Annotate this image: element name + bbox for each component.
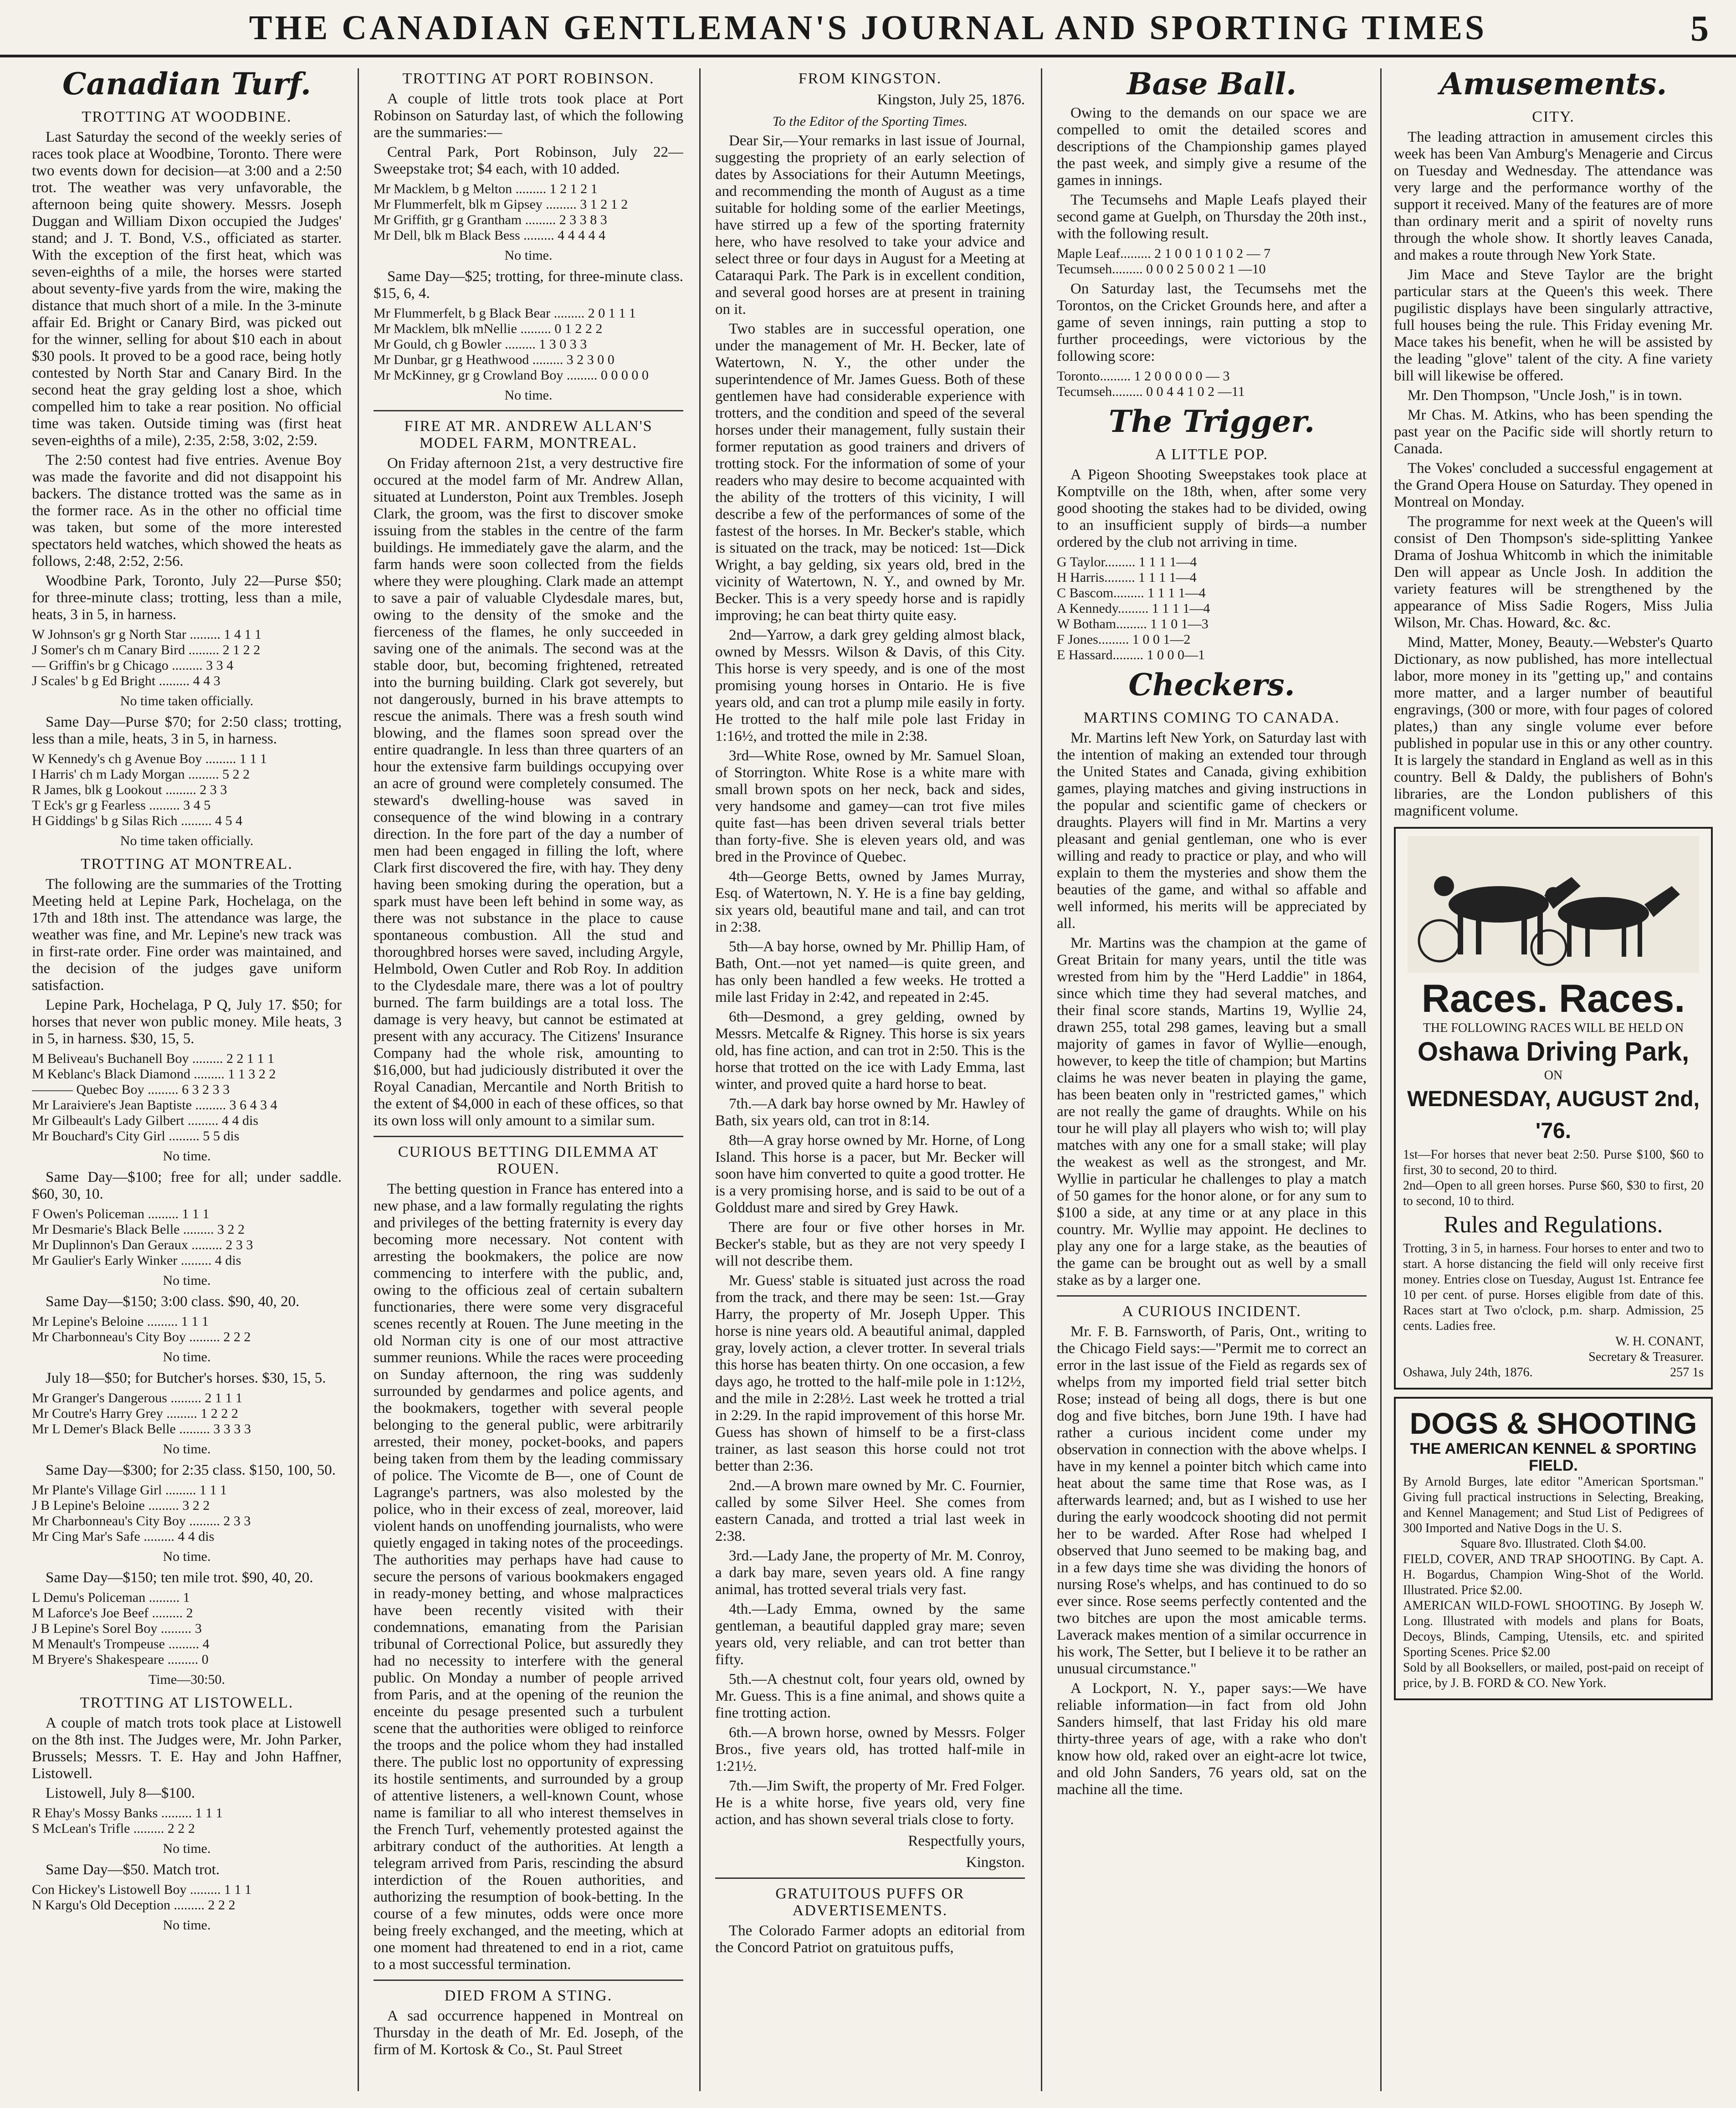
result-line: W Kennedy's ch g Avenue Boy ......... 1 1 1 (32, 751, 267, 766)
article-paragraph: Owing to the demands on our space we are compelled to omit the detailed scores and descriptions of the Championship games played the past week, and simply give a resume of the games in innings. (1057, 105, 1367, 189)
score-line: Tecumseh......... 0 0 0 2 5 0 0 2 1 —10 (1057, 262, 1266, 277)
article-headline: GRATUITOUS PUFFS OR ADVERTISEMENTS. (775, 1885, 965, 1919)
page-number: 5 (1690, 9, 1709, 49)
result-line: Mr Dunbar, gr g Heathwood ......... 3 2 3 0 0 (374, 352, 615, 367)
article-paragraph: 7th.—A dark bay horse owned by Mr. Hawley of Bath, six years old, can trot in 8:14. (715, 1096, 1025, 1129)
column-rule (699, 68, 701, 2091)
divider (715, 1877, 1025, 1879)
closing: Respectfully yours, (908, 1833, 1025, 1849)
ad-rules-text: Trotting, 3 in 5, in harness. Four horses to enter and two to start. A horse distancing the field will only receive first money. Entries close on Tuesday, August 1st. Entrance fee 10 per cent. of purse. Horses eligible from date of this. Races start at Two o'clock, p.m. sharp. Admission, 25 cents. Ladies free. (1403, 1241, 1704, 1333)
divider (374, 1136, 683, 1137)
race-results (32, 1482, 342, 1544)
score-table (1057, 369, 1367, 400)
article-headline: A CURIOUS INCIDENT. (1122, 1303, 1301, 1320)
result-line: Mr L Demer's Black Belle ......... 3 3 3 3 (32, 1421, 251, 1436)
article-paragraph: A Pigeon Shooting Sweepstakes took place at Komptville on the 18th, when, after some very good shooting the stakes had to be divided, owing to an insufficient supply of birds—a number ordered by the club not arriving in time. (1057, 467, 1367, 550)
result-line: Mr Desmarie's Black Belle ......... 3 2 2 (32, 1222, 245, 1237)
ad-headline: DOGS & SHOOTING (1409, 1406, 1697, 1440)
article-paragraph: Mr. F. B. Farnsworth, of Paris, Ont., writing to the Chicago Field says:—"Permit me to correct an error in the last issue of the Field as regards sex of whelps from my imported field trial setter bitch Rose; instead of being all dogs, there is but one dog and five bitches, born June 19th. I have had rather a curious incident come under my observation in connection with the above whelps. I have in my kennel a pointer bitch which came into heat about the same time that Rose was, as I afterwards learned; and, but as I wished to use her during the early woodcock shooting did not permit her to be warded. After Rose had whelped I observed that Juno seemed to be making bag, and in a few days time she was dividing the honors of nursing Rose's whelps, and has continued to do so ever since. Rose seems perfectly contented and the two bitches are upon the most amicable terms. Laverack makes mention of a similar occurrence in his work, The Setter, but I believe it to be rather an unusual circumstance." (1057, 1323, 1367, 1677)
masthead (0, 0, 1736, 57)
score-line: Maple Leaf......... 2 1 0 0 1 0 1 0 2 — 7 (1057, 246, 1271, 261)
section-title-checkers: Checkers. (1128, 667, 1295, 703)
ad-subline: THE FOLLOWING RACES WILL BE HELD ON (1423, 1021, 1684, 1035)
ad-signer: W. H. CONANT, (1615, 1334, 1704, 1349)
result-line: T Eck's gr g Fearless ......... 3 4 5 (32, 798, 211, 813)
article-paragraph: Mr. Martins left New York, on Saturday last with the intention of making an extended tour through the United States and Canada, giving exhibition games, playing matches and giving instructions in the popular and scientific game of checkers or draughts. Players will find in Mr. Martins a very pleasant and genial gentleman, one who is ever willing and ready to practice or play, and who will explain to them the mysteries and show them the beauties of the game, and withal so affable and well informed, his merits will be appreciated by all. (1057, 730, 1367, 932)
race-conditions: Same Day—$300; for 2:35 class. $150, 100, 50. (46, 1462, 336, 1478)
score-table (1057, 246, 1367, 277)
column-1 (32, 64, 342, 2100)
time-note: No time. (163, 1841, 211, 1856)
score-line: W Botham......... 1 1 0 1—3 (1057, 616, 1209, 631)
result-line: N Kargu's Old Deception ......... 2 2 2 (32, 1898, 236, 1913)
article-paragraph: Last Saturday the second of the weekly series of races took place at Woodbine, Toronto. There were two events down for decision—at 3:00 and a 2:50 trot. The weather was very unfavorable, the afternoon being quite showery. Messrs. Joseph Duggan and William Dixon occupied the Judges' stand; and J. T. Bond, V.S., officiated as starter. With the exception of the first heat, which was seven-eighths of a mile, the horses were started about seventy-five yards from the wire, making the distance that much short of a mile. In the 3-minute affair Ed. Bright or Canary Bird, was picked out for the winner, selling for about $10 each in about $30 pools. It proved to be a good race, being hotly contested by North Star and Canary Bird. In the second heat the gray gelding lost a shoe, which compelled him to take a rear position. No official time was taken. Outside timing was (first heat seven-eighths of a mile), 2:35, 2:58, 3:02, 2:59. (32, 129, 342, 449)
article-paragraph: A couple of little trots took place at Port Robinson on Saturday last, of which the following are the summaries:— (374, 91, 683, 141)
article-paragraph: The Vokes' concluded a successful engagement at the Grand Opera House on Saturday. They opened in Montreal on Monday. (1394, 460, 1713, 510)
score-line: Toronto......... 1 2 0 0 0 0 0 — 3 (1057, 369, 1230, 384)
ad-book-2: FIELD, COVER, AND TRAP SHOOTING. By Capt. A. H. Bogardus, Champion Wing-Shot of the World. Illustrated. Price $2.00. (1403, 1552, 1704, 1597)
result-line: R Ehay's Mossy Banks ......... 1 1 1 (32, 1805, 223, 1821)
article-paragraph: Mr. Guess' stable is situated just across the road from the track, and there may be seen: 1st.—Gray Harry, the property of Mr. Joseph Upper. This horse is nine years old. A beautiful animal, dappled gray, lovely action, a clever trotter. In several trials this horse has beaten thirty. On one occasion, a few days ago, he trotted to the half-mile pole in 1:12½, and the mile in 2:28½. Last week he trotted a trial in 2:29. In the rapid improvement of this horse Mr. Guess has shown of himself to be a first-class trainer, as last season this horse could not trot better than 2:36. (715, 1272, 1025, 1474)
article-paragraph: Dear Sir,—Your remarks in last issue of Journal, suggesting the propriety of an early selection of dates by Associations for their Autumn Meetings, and recommending the month of August as a time suitable for holding some of the earlier Meetings, have stirred up a few of the sporting fraternity here, who have resolved to take your advice and select three or four days in August for a Meeting at Cataraqui Park. The Park is in excellent condition, and several good horses are at present in training on it. (715, 133, 1025, 318)
section-title-base-ball: Base Ball. (1127, 66, 1297, 102)
ad-signer-role: Secretary & Treasurer. (1588, 1350, 1704, 1364)
newspaper-title: THE CANADIAN GENTLEMAN'S JOURNAL AND SPORTING TIMES (249, 9, 1487, 47)
article-headline: TROTTING AT WOODBINE. (82, 108, 292, 125)
article-headline: MARTINS COMING TO CANADA. (1083, 709, 1340, 726)
race-results (32, 1590, 342, 1667)
race-results (32, 627, 342, 689)
article-paragraph: 4th.—Lady Emma, owned by the same gentleman, a beautiful dappled gray mare; seven years old, very reliable, and can trot better than fifty. (715, 1601, 1025, 1668)
article-paragraph: The leading attraction in amusement circles this week has been Van Amburg's Menagerie and Circus on Tuesday and Wednesday. The attendance was very large and the performance worthy of the support it received. Many of the features are of more than ordinary merit and a spirit of novelty runs through the whole show. It shortly leaves Canada, and makes a route through New York State. (1394, 129, 1713, 263)
article-headline: FIRE AT MR. ANDREW ALLAN'S MODEL FARM, MONTREAL. (404, 418, 653, 451)
result-line: Mr Dell, blk m Black Bess ......... 4 4 4 4 4 (374, 228, 606, 243)
ad-reference: 257 1s (1670, 1365, 1704, 1380)
column-5 (1394, 64, 1713, 2100)
score-line: A Kennedy......... 1 1 1 1—4 (1057, 601, 1210, 616)
article-headline: A LITTLE POP. (1155, 446, 1268, 463)
race-conditions: Same Day—$150; 3:00 class. $90, 40, 20. (46, 1293, 300, 1310)
result-line: Mr Macklem, b g Melton ......... 1 2 1 2 1 (374, 181, 598, 196)
ad-dated (1403, 1365, 1704, 1380)
article-paragraph: 2nd—Yarrow, a dark grey gelding almost black, owned by Messrs. Wilson & Davis, of this City. This horse is very speedy, and is one of the most promising young horses in Ontario. He is five years old, and can trot a plump mile easily in forty. He trotted to the half mile pole last Friday in 1:16½, and trotted the mile in 2:38. (715, 627, 1025, 744)
time-note: No time. (163, 1149, 211, 1164)
article-paragraph: On Friday afternoon 21st, a very destructive fire occured at the model farm of Mr. Andrew Allan, situated at Lunderston, Point aux Trembles. Joseph Clark, the groom, was the first to discover smoke issuing from the stables in the centre of the farm buildings. He immediately gave the alarm, and the farm hands were soon collected from the fields where they were ploughing. Clark made an attempt to save a pair of valuable Clydesdale mares, but, owing to the density of the smoke and the fierceness of the flames, he only succeeded in saving one of the animals. The second was at the stable door, but, becoming frightened, retreated into the burning building. Clark got severely, but not dangerously, burned in his brave attempts to rescue the animals. There was a fresh south wind blowing, and the flames soon spread over the entire quadrangle. In less than three quarters of an hour the extensive farm buildings occupying over an acre of ground were completely consumed. The steward's dwelling-house was saved in consequence of the wind blowing in a contrary direction. In the fore part of the day a number of men had been engaged in filling the loft, where Clark first discovered the fire, with hay. They deny having been smoking during the operation, but a spark must have been left behind in some way, as there was not substance in the place to cause spontaneous combustion. All the stud and thoroughbred horses were saved, including Argyle, Helmbold, Owen Cutler and Rob Roy. In addition to the Clydesdale mare, there was a lot of poultry burned. The farm buildings are a total loss. The damage is very heavy, but cannot be estimated at present with any accuracy. The Citizens' Insurance Company had the whole risk, amounting to $16,000, but had judiciously distributed it over the Royal Canadian, Mercantile and North British to the extent of $4,000 in each of these offices, so that its own loss will only amount to a similar sum. (374, 455, 683, 1129)
score-line: E Hassard......... 1 0 0 0—1 (1057, 647, 1205, 662)
divider (374, 1980, 683, 1981)
result-line: R James, blk g Lookout ......... 2 3 3 (32, 782, 227, 797)
article-paragraph: Mind, Matter, Money, Beauty.—Webster's Quarto Dictionary, as now published, has more intellectual labor, more money in its "getting up," and contains more matter, and a larger number of beautiful engravings, (300 or more, with four pages of colored plates,) than any single volume ever before published in popular use in this or any other country. It is largely the standard in England as well as in this country. Bell & Daldy, the publishers of Bohn's libraries, are the London publishers of this magnificent volume. (1394, 634, 1713, 819)
race-conditions: Same Day—$150; ten mile trot. $90, 40, 20. (46, 1569, 313, 1586)
dogs-shooting-advertisement (1394, 1397, 1713, 1700)
time-note: Time—30:50. (148, 1672, 225, 1687)
ad-race-2: 2nd—Open to all green horses. Purse $60, $30 to first, 20 to second, 10 to third. (1403, 1179, 1704, 1208)
article-paragraph: 8th—A gray horse owned by Mr. Horne, of Long Island. This horse is a pacer, but Mr. Becker will soon have him converted to quite a good trotter. He is a very promising horse, and is said to be out of a Golddust mare and sired by Grey Hawk. (715, 1132, 1025, 1216)
race-conditions: Listowell, July 8—$100. (46, 1785, 195, 1801)
result-line: Mr Charbonneau's City Boy ......... 2 3 3 (32, 1513, 251, 1528)
divider (374, 410, 683, 411)
race-conditions: Same Day—$25; trotting, for three-minute class. $15, 6, 4. (374, 268, 683, 302)
section-title-canadian-turf: Canadian Turf. (62, 66, 311, 102)
score-line: F Jones......... 1 0 0 1—2 (1057, 632, 1191, 647)
shooting-scores (1057, 554, 1367, 663)
ad-venue: Oshawa Driving Park, (1417, 1037, 1690, 1067)
races-advertisement (1394, 827, 1713, 1390)
ad-on: ON (1544, 1068, 1563, 1082)
ad-date-line: Oshawa, July 24th, 1876. (1403, 1365, 1533, 1380)
result-line: I Harris' ch m Lady Morgan ......... 5 2 2 (32, 767, 250, 782)
article-paragraph: A Lockport, N. Y., paper says:—We have reliable information—in fact from old John Sanders himself, that last Friday his old mare thirty-three years of age, with a rake who don't know how old, raked over an eight-acre lot twice, and old John Sanders, 76 years old, sat on the machine all the time. (1057, 1680, 1367, 1798)
article-headline: TROTTING AT MONTREAL. (81, 856, 293, 872)
column-2 (374, 64, 683, 2100)
article-paragraph: 3rd—White Rose, owned by Mr. Samuel Sloan, of Storrington. White Rose is a white mare with small brown spots on her neck, back and sides, very handsome and gamey—can trot five miles quite fast—has been driven several trials better than forty-five. She is eleven years old, and was bred in the Province of Quebec. (715, 748, 1025, 865)
race-results (32, 1051, 342, 1144)
time-note: No time taken officially. (120, 833, 254, 848)
ad-headline: Races. Races. (1421, 977, 1685, 1021)
result-line: Mr Laraiviere's Jean Baptiste ......... 3 6 4 3 4 (32, 1098, 277, 1113)
article-paragraph: 6th—Desmond, a grey gelding, owned by Messrs. Metcalfe & Rigney. This horse is six years old, has fine action, and can trot in 2:50. This is the horse that trotted on the ice with Lady Emma, last winter, and proved quite a hard horse to beat. (715, 1009, 1025, 1092)
salutation: To the Editor of the Sporting Times. (772, 114, 968, 129)
column-rule (358, 68, 359, 2091)
race-results (32, 1390, 342, 1437)
article-paragraph: The Colorado Farmer adopts an editorial from the Concord Patriot on gratuitous puffs, (715, 1923, 1025, 1956)
result-line: Mr Plante's Village Girl ......... 1 1 1 (32, 1482, 227, 1498)
result-line: M Menault's Trompeuse ......... 4 (32, 1636, 210, 1652)
result-line: Mr Griffith, gr g Grantham ......... 2 3 3 8 3 (374, 212, 607, 227)
race-results (32, 1882, 342, 1913)
article-headline: TROTTING AT LISTOWELL. (80, 1694, 294, 1711)
sulky-race-illustration (1408, 836, 1699, 973)
race-conditions: Central Park, Port Robinson, July 22—Sweepstake trot; $4 each, with 10 added. (374, 144, 683, 177)
article-paragraph: A sad occurrence happened in Montreal on Thursday in the death of Mr. Ed. Joseph, of the firm of M. Kortosk & Co., St. Paul Street (374, 2008, 683, 2058)
result-line: Mr Flummerfelt, blk m Gipsey ......... 3 1 2 1 2 (374, 197, 628, 212)
result-line: Mr Bouchard's City Girl ......... 5 5 dis (32, 1128, 240, 1144)
result-line: Mr Cing Mar's Safe ......... 4 4 dis (32, 1529, 215, 1544)
race-conditions: July 18—$50; for Butcher's horses. $30, 15, 5. (46, 1370, 326, 1386)
result-line: Mr Lepine's Beloine ......... 1 1 1 (32, 1314, 209, 1329)
article-paragraph: There are four or five other horses in Mr. Becker's stable, but as they are not very speedy I will not describe them. (715, 1219, 1025, 1269)
article-headline: DIED FROM A STING. (444, 1987, 613, 2004)
article-paragraph: Mr. Martins was the champion at the game of Great Britain for many years, until the title was wrested from him by the "Herd Laddie" in 1864, since which time they had several matches, and their final score stands, Martins 19, Wyllie 24, drawn 255, total 298 games, leaving but a small majority of games in favor of Wyllie—enough, however, to keep the title of champion; but Martins claims he was never beaten in playing the game, has been beaten only in "restricted games," which are not really the game of draughts. While on his tour he will play all players who wish to; will play matches with any one for a small stake; will play the weakest as well as the strongest, and Mr. Wyllie in particular he challenges to play a match of 50 games for the honor alone, or for any sum to $100 a side, at any time or at any place in this country. Mr. Wyllie may appoint. He declines to play any one for a large stake, as the beauties of the game can be brought out as well by a small stake as by a larger one. (1057, 935, 1367, 1288)
result-line: L Demu's Policeman ......... 1 (32, 1590, 190, 1605)
result-line: J Somer's ch m Canary Bird ......... 2 1 2 2 (32, 642, 261, 657)
article-paragraph: The programme for next week at the Queen's will consist of Den Thompson's side-splitting Yankee Drama of Joshua Whitcomb in which the inimitable Den will appear as Uncle Josh. In addition the variety features will be strengthened by the appearance of Miss Sadie Rogers, Miss Julia Wilson, Mr. Chas. Howard, &c. &c. (1394, 513, 1713, 631)
score-line: H Harris......... 1 1 1 1—4 (1057, 570, 1197, 585)
result-line: W Johnson's gr g North Star ......... 1 4 1 1 (32, 627, 262, 642)
article-paragraph: Mr. Den Thompson, "Uncle Josh," is in town. (1408, 387, 1682, 404)
race-results (32, 1314, 342, 1345)
article-paragraph: 6th.—A brown horse, owned by Messrs. Folger Bros., five years old, has trotted half-mile in 1:21½. (715, 1724, 1025, 1775)
dateline: Kingston, July 25, 1876. (877, 92, 1025, 108)
subsection-heading: CITY. (1532, 108, 1575, 125)
time-note: No time. (163, 1349, 211, 1364)
race-results (32, 1805, 342, 1836)
divider (1057, 1295, 1367, 1297)
article-paragraph: 2nd.—A brown mare owned by Mr. C. Fournier, called by some Silver Heel. She comes from eastern Canada, and trotted a trial last week in 2:38. (715, 1477, 1025, 1544)
signature: Kingston. (966, 1854, 1025, 1871)
ad-book-title: THE AMERICAN KENNEL & SPORTING FIELD. (1410, 1440, 1697, 1474)
section-title-trigger: The Trigger. (1108, 404, 1315, 439)
result-line: — Griffin's br g Chicago ......... 3 3 4 (32, 658, 234, 673)
result-line: M Laforce's Joe Beef ......... 2 (32, 1605, 193, 1621)
race-results (32, 751, 342, 829)
result-line: Mr McKinney, gr g Crowland Boy ......... 0 0 0 0 0 (374, 368, 649, 383)
article-headline: FROM KINGSTON. (798, 70, 942, 87)
ad-footer: Sold by all Booksellers, or mailed, post-paid on receipt of price, by J. B. FORD & CO. New York. (1403, 1661, 1704, 1690)
result-line: Mr Gaulier's Early Winker ......... 4 dis (32, 1253, 241, 1268)
race-conditions: Same Day—$50. Match trot. (46, 1862, 220, 1878)
section-title-amusements: Amusements. (1439, 66, 1667, 102)
article-paragraph: A couple of match trots took place at Listowell on the 8th inst. The Judges were, Mr. John Parker, Brussels; Messrs. T. E. Hay and John Haffner, Listowell. (32, 1715, 342, 1782)
result-line: ——— Quebec Boy ......... 6 3 2 3 3 (32, 1082, 230, 1097)
result-line: Mr Gould, ch g Bowler ......... 1 3 0 3 3 (374, 337, 587, 352)
time-note: No time taken officially. (120, 693, 254, 708)
article-paragraph: The betting question in France has entered into a new phase, and a law formally regulating the rights and privileges of the betting fraternity is every day becoming more necessary. Not content with arresting the bookmakers, the police are now commencing to interfere with the public, and, owing to the officious zeal of certain subaltern functionaries, there were some very disgraceful scenes recently at Rouen. The June meeting in the old Norman city is one of our most attractive summer reunions. While the races were proceeding on Sunday afternoon, the ring was suddenly surrounded by gendarmes and police agents, and the bookmakers, together with several people belonging to the general public, were arbitrarily arrested, their money, pocket-books, and papers being taken from them by the leading commissary of police. The Vicomte de B—, one of Count de Lagrange's partners, was also molested by the police, who in their excess of zeal, moreover, laid violent hands on unoffending journalists, who were quietly engaged in taking notes of the proceedings. The authorities may perhaps have had cause to secure the persons of various bookmakers engaged in ready-money betting, and whose malpractices have been recently visited with their condemnations, emanating from the Parisian tribunal of Correctional Police, but assuredly they had no necessity to interfere with the general public. On Monday a number of people arrived from Paris, and at the opening of the reunion the enceinte du pesage presented such a turbulent scene that the authorities were obliged to reinforce the troops and the police whom they had installed there. The public lost no opportunity of expressing its hostile sentiments, and surrounded by a group of attentive listeners, a well-known Count, whose name is familiar to all who interest themselves in the French Turf, vehemently protested against the arbitrary conduct of the authorities. At length a telegram arrived from Paris, rescinding the absurd interdiction of the Rouen authorities, and authorizing the resumption of book-betting. In the course of a few minutes, odds were once more being freely exchanged, and the meeting, which at one moment had threatened to end in a riot, came to a most successful termination. (374, 1181, 683, 1973)
race-results (32, 1206, 342, 1268)
time-note: No time. (504, 388, 553, 403)
result-line: F Owen's Policeman ......... 1 1 1 (32, 1206, 210, 1221)
article-paragraph: 5th—A bay horse, owned by Mr. Phillip Ham, of Bath, Ont.—not yet named—is quite green, and has only been handled a few weeks. He trotted a mile last Friday in 2:42, and repeated in 2:45. (715, 939, 1025, 1005)
result-line: S McLean's Trifle ......... 2 2 2 (32, 1821, 195, 1836)
result-line: Mr Duplinnon's Dan Geraux ......... 2 3 3 (32, 1237, 253, 1252)
race-conditions: Same Day—Purse $70; for 2:50 class; trotting, less than a mile, heats, 3 in 5, in harness. (32, 714, 342, 747)
ad-book-3: AMERICAN WILD-FOWL SHOOTING. By Joseph W. Long. Illustrated with models and plans for Boats, Decoys, Blinds, Camping, Utensils, etc. and spirited Sporting Scenes. Price $2.00 (1403, 1599, 1704, 1659)
column-3 (715, 64, 1025, 2100)
score-line: C Bascom......... 1 1 1 1—4 (1057, 585, 1206, 600)
time-note: No time. (163, 1918, 211, 1933)
result-line: Mr Gilbeault's Lady Gilbert ......... 4 4 dis (32, 1113, 259, 1128)
article-paragraph: The Tecumsehs and Maple Leafs played their second game at Guelph, on Thursday the 20th inst., with the following result. (1057, 192, 1367, 242)
article-headline: CURIOUS BETTING DILEMMA AT ROUEN. (398, 1144, 659, 1177)
result-line: Con Hickey's Listowell Boy ......... 1 1 1 (32, 1882, 252, 1897)
race-conditions: Same Day—$100; free for all; under saddle. $60, 30, 10. (32, 1169, 342, 1202)
time-note: No time. (163, 1441, 211, 1457)
article-paragraph: Mr Chas. M. Atkins, who has been spending the past year on the Pacific side will shortly return to Canada. (1394, 407, 1713, 457)
result-line: Mr Flummerfelt, b g Black Bear ......... 2 0 1 1 1 (374, 306, 636, 321)
result-line: M Keblanc's Black Diamond ......... 1 1 3 2 2 (32, 1067, 276, 1082)
score-line: Tecumseh......... 0 0 4 4 1 0 2 —11 (1057, 384, 1245, 399)
time-note: No time. (163, 1273, 211, 1288)
time-note: No time. (163, 1549, 211, 1564)
ad-book-price: Square 8vo. Illustrated. Cloth $4.00. (1460, 1537, 1646, 1551)
ad-book-description: By Arnold Burges, late editor "American Sportsman." Giving full practical instructions in Selecting, Breaking, and Kennel Management; and Stud List of Pedigrees of 300 Imported and Native Dogs in the U. S. (1403, 1475, 1704, 1535)
article-paragraph: On Saturday last, the Tecumsehs met the Torontos, on the Cricket Grounds here, and after a game of seven innings, rain putting a stop to further proceedings, were victorious by the following score: (1057, 281, 1367, 364)
ad-date: WEDNESDAY, AUGUST 2nd, '76. (1407, 1087, 1700, 1143)
article-paragraph: The 2:50 contest had five entries. Avenue Boy was made the favorite and did not disappoint his backers. The distance trotted was the same as in the former race. As in the other no official time was taken, but some of the more interested spectators held watches, which showed the heats as follows, 2:48, 2:52, 2:56. (32, 452, 342, 569)
column-rule (1380, 68, 1382, 2091)
result-line: Mr Charbonneau's City Boy ......... 2 2 2 (32, 1329, 251, 1344)
article-paragraph: 3rd.—Lady Jane, the property of Mr. M. Conroy, a dark bay mare, seven years old. A fine rangy animal, has trotted several trials very fast. (715, 1548, 1025, 1598)
column-4 (1057, 64, 1367, 2100)
result-line: M Beliveau's Buchanell Boy ......... 2 2 1 1 1 (32, 1051, 275, 1066)
race-conditions: Lepine Park, Hochelaga, P Q, July 17. $50; for horses that never won public money. Mile heats, 3 in 5, in harness. $30, 15, 5. (32, 997, 342, 1047)
result-line: J Scales' b g Ed Bright ......... 4 4 3 (32, 673, 220, 688)
article-paragraph: 4th—George Betts, owned by James Murray, Esq. of Watertown, N. Y. He is a fine bay gelding, six years old, beautiful mane and tail, and can trot in 2:38. (715, 868, 1025, 935)
column-rule (1041, 68, 1042, 2091)
article-paragraph: Two stables are in successful operation, one under the management of Mr. H. Becker, late of Watertown, N. Y., the other under the superintendence of Mr. James Guess. Both of these gentlemen have had considerable experience with trotters, and the condition and speed of the several horses under their management, fully sustain their former reputation as good trainers and drivers of trotting stock. For the information of some of your readers who may desire to become acquainted with the ability of the trotters of this vicinity, I will describe a few of the performances of some of the fastest of the horses. In Mr. Becker's stable, which is situated on the track, may be noticed: 1st—Dick Wright, a bay gelding, six years old, bred in the vicinity of Watertown, N. Y., and owned by Mr. Becker. This is a very speedy horse and is rapidly improving; he can beat thirty quite easy. (715, 321, 1025, 624)
article-paragraph: 7th.—Jim Swift, the property of Mr. Fred Folger. He is a white horse, five years old, very fine action, and has shown several trials close to forty. (715, 1778, 1025, 1828)
article-paragraph: 5th.—A chestnut colt, four years old, owned by Mr. Guess. This is a fine animal, and shows quite a fine trotting action. (715, 1671, 1025, 1721)
time-note: No time. (504, 248, 553, 263)
article-paragraph: The following are the summaries of the Trotting Meeting held at Lepine Park, Hochelaga, on the 17th and 18th inst. The attendance was large, the weather was fine, and Mr. Lepine's new track was in first-rate order. Fine order was maintained, and the decision of the judges gave uniform satisfaction. (32, 876, 342, 994)
score-line: G Taylor......... 1 1 1 1—4 (1057, 554, 1197, 569)
result-line: J B Lepine's Sorel Boy ......... 3 (32, 1621, 202, 1636)
result-line: Mr Macklem, blk mNellie ......... 0 1 2 2 2 (374, 321, 603, 336)
result-line: Mr Coutre's Harry Grey ......... 1 2 2 2 (32, 1406, 238, 1421)
article-headline: TROTTING AT PORT ROBINSON. (402, 70, 655, 87)
race-conditions: Woodbine Park, Toronto, July 22—Purse $50; for three-minute class; trotting, less than a mile, heats, 3 in 5, in harness. (32, 573, 342, 623)
result-line: H Giddings' b g Silas Rich ......... 4 5 4 (32, 813, 243, 828)
race-results (374, 181, 683, 243)
ad-race-1: 1st—For horses that never beat 2:50. Purse $100, $60 to first, 30 to second, 20 to third. (1403, 1148, 1704, 1177)
ad-rules-heading: Rules and Regulations. (1444, 1212, 1663, 1238)
result-line: M Bryere's Shakespeare ......... 0 (32, 1652, 209, 1667)
article-paragraph: Jim Mace and Steve Taylor are the bright particular stars at the Queen's this week. There pugilistic displays have been singularly attractive, full houses being the rule. This Friday evening Mr. Mace takes his benefit, when he will be assisted by the leading "glove" talent of the city. A fine variety bill will likewise be offered. (1394, 267, 1713, 384)
result-line: Mr Granger's Dangerous ......... 2 1 1 1 (32, 1390, 242, 1405)
result-line: J B Lepine's Beloine ......... 3 2 2 (32, 1498, 210, 1513)
race-results (374, 306, 683, 383)
